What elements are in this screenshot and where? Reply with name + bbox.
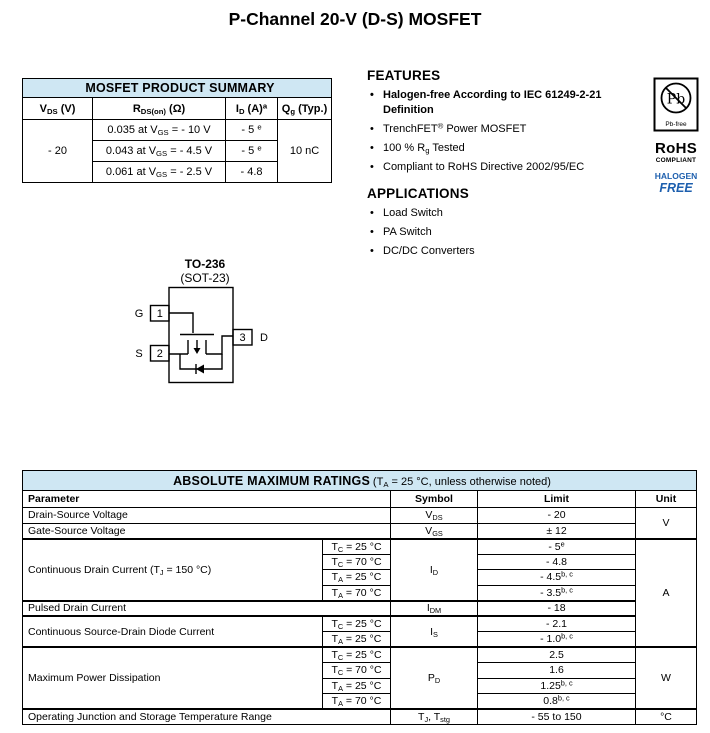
limit-id-ta70: - 3.5$^{b, c}$ [478, 585, 636, 601]
pin-label: D [260, 332, 268, 344]
pin-label: S [135, 348, 143, 360]
symbol-vds: $V_{DS}$ [391, 508, 478, 524]
amr-band-title: ABSOLUTE MAXIMUM RATINGS [173, 473, 370, 488]
package-outline-drawing [130, 286, 280, 388]
limit-vds: - 20 [478, 508, 636, 524]
list-item: • DC/DC Converters [367, 244, 649, 259]
limit-is-tc25: - 2.1 [478, 616, 636, 632]
param-vgs: Gate-Source Voltage [23, 523, 391, 539]
rohs-label: RoHS [654, 140, 698, 157]
cond-is-ta25: $T_A = 25$ °C [323, 632, 391, 648]
list-item: • TrenchFET® Power MOSFET [367, 122, 649, 137]
summary-id-1: - 5 $^e$ [226, 141, 278, 162]
summary-col-rdson: $R_{DS(on)}$ (Ω) [93, 98, 226, 120]
features-list [367, 88, 649, 174]
cond-id-tc70: $T_C = 70$ °C [323, 554, 391, 570]
pin-label: G [134, 308, 144, 320]
summary-col-id: $I_D$ $(A)^a$ [226, 98, 278, 120]
limit-id-tc70: - 4.8 [478, 554, 636, 570]
summary-vds-value: - 20 [23, 120, 93, 183]
page-title: P-Channel 20-V (D-S) MOSFET [228, 9, 482, 29]
pin-number: 2 [156, 348, 163, 360]
table-row [23, 601, 697, 617]
summary-band-title: MOSFET PRODUCT SUMMARY [23, 79, 332, 98]
param-id: Continuous Drain Current ($T_J = 150$ °C) [23, 539, 323, 601]
symbol-id: $I_D$ [391, 539, 478, 601]
cond-pd-tc70: $T_C = 70$ °C [323, 663, 391, 679]
table-row [23, 508, 697, 524]
absolute-maximum-ratings-table [22, 470, 697, 725]
limit-id-tc25: - 5e [478, 539, 636, 555]
limit-is-ta25: - 1.0$^{b, c}$ [478, 632, 636, 648]
summary-col-qg: $Q_g$ (Typ.) [278, 98, 332, 120]
summary-rdson-2: 0.061 at $V_{GS}$ = - 2.5 V [93, 162, 226, 183]
cond-pd-ta70: $T_A = 70$ °C [323, 694, 391, 710]
param-is: Continuous Source-Drain Diode Current [23, 616, 323, 647]
package-diagram [130, 257, 280, 393]
limit-idm: - 18 [478, 601, 636, 617]
param-pd: Maximum Power Dissipation [23, 647, 323, 709]
amr-band-note: ($T_A = 25$ °C, unless otherwise noted) [372, 475, 551, 489]
list-item: • Compliant to RoHS Directive 2002/95/EC [367, 160, 649, 175]
summary-header-row [23, 98, 332, 120]
table-row [23, 647, 697, 663]
limit-pd-ta25: 1.25$^{b, c}$ [478, 678, 636, 694]
limit-pd-tc70: 1.6 [478, 663, 636, 679]
amr-col-limit: Limit [478, 491, 636, 508]
list-item: • PA Switch [367, 225, 649, 240]
amr-header-row [23, 491, 697, 508]
cond-id-tc25: $T_C = 25$ °C [323, 539, 391, 555]
table-row [23, 523, 697, 539]
pb-free-icon [653, 77, 699, 132]
limit-tj: - 55 to 150 [478, 709, 636, 725]
summary-col-vds: $V_{DS}$ (V) [23, 98, 93, 120]
cond-is-tc25: $T_C = 25$ °C [323, 616, 391, 632]
halogen-free-label: FREE [659, 181, 693, 195]
features-section [367, 68, 649, 179]
pin-number: 1 [156, 308, 163, 320]
param-vds: Drain-Source Voltage [23, 508, 391, 524]
symbol-idm: $I_{DM}$ [391, 601, 478, 617]
limit-id-ta25: - 4.5$^{b, c}$ [478, 570, 636, 586]
unit-a: A [636, 539, 697, 648]
limit-pd-ta70: 0.8$^{b, c}$ [478, 694, 636, 710]
limit-pd-tc25: 2.5 [478, 647, 636, 663]
compliance-badge [651, 77, 701, 195]
amr-band [23, 471, 697, 491]
pb-label: Pb [666, 91, 686, 108]
features-heading: FEATURES [367, 68, 441, 83]
summary-id-2: - 4.8 [226, 162, 278, 183]
applications-list [367, 206, 649, 259]
amr-col-parameter: Parameter [23, 491, 391, 508]
cond-pd-ta25: $T_A = 25$ °C [323, 678, 391, 694]
table-row [23, 120, 332, 141]
cond-pd-tc25: $T_C = 25$ °C [323, 647, 391, 663]
halogen-label: HALOGEN [654, 171, 698, 181]
list-item: • Halogen-free According to IEC 61249-2-21 Definition [367, 88, 649, 117]
list-item: • Load Switch [367, 206, 649, 221]
limit-vgs: ± 12 [478, 523, 636, 539]
product-summary-table [22, 78, 332, 183]
summary-qg-value: 10 nC [278, 120, 332, 183]
table-row [23, 539, 697, 555]
table-row [23, 709, 697, 725]
table-row [23, 616, 697, 632]
summary-id-0: - 5 $^e$ [226, 120, 278, 141]
compliant-label: COMPLIANT [655, 157, 697, 164]
summary-rdson-1: 0.043 at $V_{GS}$ = - 4.5 V [93, 141, 226, 162]
cond-id-ta70: $T_A = 70$ °C [323, 585, 391, 601]
summary-band [23, 79, 332, 98]
symbol-vgs: $V_{GS}$ [391, 523, 478, 539]
symbol-pd: $P_D$ [391, 647, 478, 709]
applications-section [367, 186, 649, 263]
cond-id-ta25: $T_A = 25$ °C [323, 570, 391, 586]
unit-c: °C [636, 709, 697, 725]
param-tj: Operating Junction and Storage Temperature Range [23, 709, 391, 725]
unit-v: V [636, 508, 697, 539]
list-item: • 100 % $R_g$ Tested [367, 141, 649, 156]
unit-w: W [636, 647, 697, 709]
package-name: TO-236 [184, 257, 226, 271]
symbol-is: $I_S$ [391, 616, 478, 647]
mosfet-symbol [169, 313, 233, 374]
package-alt-name: (SOT-23) [180, 271, 230, 285]
pin-number: 3 [239, 332, 246, 344]
symbol-tj: $T_J$, $T_{stg}$ [391, 709, 478, 725]
param-idm: Pulsed Drain Current [23, 601, 391, 617]
summary-rdson-0: 0.035 at $V_{GS}$ = - 10 V [93, 120, 226, 141]
amr-col-symbol: Symbol [391, 491, 478, 508]
pb-free-label: Pb-free [665, 121, 687, 128]
applications-heading: APPLICATIONS [367, 186, 469, 201]
amr-col-unit: Unit [636, 491, 697, 508]
